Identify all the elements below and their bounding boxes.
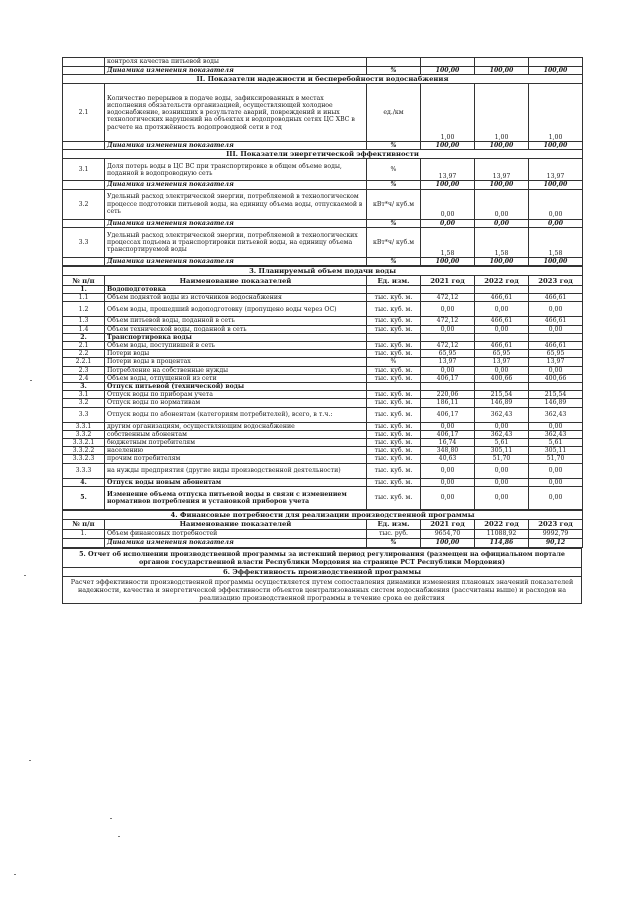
section3p-title: 3. Планируемый объем подачи воды [63,267,583,276]
row-unit: кВт*ч/ куб.м [367,227,421,257]
row-label: Объем финансовых потребностей [105,529,367,538]
row-number: 3.3.2 [63,430,105,438]
row-number [63,67,105,75]
value-2022: 100,00 [475,181,529,189]
scan-speck [24,575,26,576]
value-2023: 305,11 [529,447,583,455]
table-row [63,286,583,294]
header-2023: 2023 год [529,276,583,286]
row-number: 1. [63,529,105,538]
table-row [63,366,583,374]
table-row [63,317,583,325]
report-table [62,548,582,604]
row-label: Потребление на собственные нужды [105,366,367,374]
row-label: Потери воды [105,350,367,358]
value-2023: 13,97 [529,358,583,366]
row-number: 2.3 [63,366,105,374]
header-2022: 2022 год [475,276,529,286]
table-row [63,407,583,422]
row-number: 2.4 [63,374,105,382]
row-number: 1.2 [63,302,105,317]
table-row [63,325,583,333]
value-2022: 0,00 [475,219,529,227]
section3e-title: III. Показатели энергетической эффективности [63,150,583,159]
row-unit [367,333,421,341]
value-2023 [529,333,583,341]
value-2021: 0,00 [421,463,475,478]
value-2023: 362,43 [529,407,583,422]
section2-title: II. Показатели надежности и бесперебойности водоснабжения [63,75,583,84]
header-number: № п/п [63,519,105,529]
row-label: населению [105,447,367,455]
row-number: 3.2 [63,189,105,219]
scan-speck [110,818,112,819]
table-row [63,84,583,142]
dynamics-row [63,67,583,75]
section4 [63,510,583,519]
value-2023: 0,00 [529,478,583,486]
value-2021: 472,12 [421,294,475,302]
header-name: Наименование показателей [105,519,367,529]
value-2023: 9992,79 [529,529,583,538]
value-2021: 0,00 [421,302,475,317]
value-2021: 0,00 [421,486,475,509]
value-2023: 65,95 [529,350,583,358]
value-2023: 13,97 [529,159,583,181]
row-number: 1.4 [63,325,105,333]
value-2022 [475,58,529,67]
table-row [63,447,583,455]
row-unit: % [367,142,421,150]
table-row [63,342,583,350]
value-2022: 5,61 [475,439,529,447]
row-number: 3.3.2.1 [63,439,105,447]
table-row [63,159,583,181]
section5-text: 5. Отчет об исполнении производственной программы за истекший период регулирования (размещен на официальном портале органов государственной власти Республики Мордовия на странице РСТ Республики Мордовия) [63,548,582,567]
row-label: Динамика изменения показателя [105,181,367,189]
table-row [63,302,583,317]
table-row [63,422,583,430]
table-header [63,276,583,286]
value-2022: 100,00 [475,67,529,75]
row-label: бюджетным потребителям [105,439,367,447]
row-number: 1.3 [63,317,105,325]
table-row [63,358,583,366]
financial-table [62,510,583,548]
value-2023: 100,00 [529,142,583,150]
row-number: 1.1 [63,294,105,302]
row-label: Динамика изменения показателя [105,257,367,265]
row-number [63,142,105,150]
row-number: 1. [63,286,105,294]
row-unit [367,286,421,294]
planned-volume-table [62,266,583,510]
row-number [63,538,105,547]
value-2022: 146,89 [475,399,529,407]
row-label: Количество перерывов в подаче воды, зафиксированных в местах исполнения обязательств организацией, осуществляющей холодное водоснабжение, возникших в результате аварий, повреждений и иных технологических нарушений на объектах и водопроводных сетях ЦС ХВС в расчете на протяжённость водопроводной сети в год [105,84,367,142]
value-2023 [529,286,583,294]
value-2021: 1,00 [421,84,475,142]
value-2023: 146,89 [529,399,583,407]
header-name: Наименование показателей [105,276,367,286]
value-2023: 90,12 [529,538,583,547]
row-label: Удельный расход электрической энергии, потребляемой в технологических процессах подъема и транспортировки питьевой воды, на единицу объема транспортируемой воды [105,227,367,257]
row-unit: тыс. куб. м. [367,302,421,317]
row-label: Отпуск питьевой (технической) воды [105,383,367,391]
row-label: Изменение объема отпуска питьевой воды в связи с изменением нормативов потребления и установкой приборов учета [105,486,367,509]
value-2021: 0,00 [421,219,475,227]
value-2022: 0,00 [475,302,529,317]
row-number: 3.1 [63,391,105,399]
row-unit: тыс. куб. м. [367,407,421,422]
row-number: 2. [63,333,105,341]
value-2021: 406,17 [421,430,475,438]
value-2022: 65,95 [475,350,529,358]
section3p [63,267,583,276]
value-2021 [421,286,475,294]
header-2023: 2023 год [529,519,583,529]
row-unit: % [367,67,421,75]
value-2021: 9654,70 [421,529,475,538]
value-2022: 362,43 [475,407,529,422]
table-row [63,374,583,382]
row-number: 3. [63,383,105,391]
dynamics-row [63,142,583,150]
value-2023: 0,00 [529,366,583,374]
document-sheet [62,57,582,604]
row-label: Объем питьевой воды, поданной в сеть [105,317,367,325]
value-2022: 100,00 [475,142,529,150]
row-unit: тыс. куб. м. [367,317,421,325]
value-2022: 0,00 [475,422,529,430]
row-number: 3.3.3 [63,463,105,478]
value-2023: 0,00 [529,463,583,478]
value-2021: 13,97 [421,358,475,366]
value-2022 [475,286,529,294]
row-label: Динамика изменения показателя [105,142,367,150]
row-label: Динамика изменения показателя [105,67,367,75]
value-2021: 348,80 [421,447,475,455]
row-label: Удельный расход электрической энергии, потребляемой в технологическом процессе подготовки питьевой воды, на единицу объема воды, отпускаемой в сеть [105,189,367,219]
dynamics-row [63,257,583,265]
row-label: Объем технической воды, поданной в сеть [105,325,367,333]
value-2021: 472,12 [421,342,475,350]
value-2021: 0,00 [421,478,475,486]
value-2023: 100,00 [529,67,583,75]
value-2022: 13,97 [475,159,529,181]
row-label: Динамика изменения показателя [105,538,367,547]
row-unit: тыс. куб. м. [367,366,421,374]
row-unit: тыс. куб. м. [367,374,421,382]
row-number: 3.2 [63,399,105,407]
row-number [63,181,105,189]
row-unit [367,383,421,391]
table-row [63,486,583,509]
value-2023: 466,61 [529,294,583,302]
value-2023: 466,61 [529,317,583,325]
value-2021: 40,63 [421,455,475,463]
table-row [63,391,583,399]
row-unit: тыс. куб. м. [367,439,421,447]
value-2023: 0,00 [529,302,583,317]
value-2021: 100,00 [421,142,475,150]
row-unit: тыс. куб. м. [367,455,421,463]
value-2022: 11088,92 [475,529,529,538]
value-2023: 51,70 [529,455,583,463]
row-number [63,257,105,265]
scan-speck [30,380,32,381]
table-row [63,189,583,219]
table-row [63,529,583,538]
value-2021 [421,58,475,67]
row-unit: % [367,257,421,265]
row-unit: тыс. куб. м. [367,325,421,333]
value-2021: 0,00 [421,325,475,333]
section4-title: 4. Финансовые потребности для реализации производственной программы [63,510,583,519]
value-2022 [475,333,529,341]
row-unit: тыс. куб. м. [367,478,421,486]
row-label: Отпуск воды по приборам учета [105,391,367,399]
value-2023: 466,61 [529,342,583,350]
row-unit: тыс. куб. м. [367,430,421,438]
value-2022: 1,58 [475,227,529,257]
value-2022: 0,00 [475,325,529,333]
scan-speck [14,874,16,875]
table-row [63,383,583,391]
value-2022: 114,86 [475,538,529,547]
value-2022: 51,70 [475,455,529,463]
value-2023: 362,43 [529,430,583,438]
value-2023 [529,383,583,391]
dynamics-row [63,181,583,189]
header-2022: 2022 год [475,519,529,529]
row-number: 4. [63,478,105,486]
value-2021: 16,74 [421,439,475,447]
section2 [63,75,583,84]
value-2023: 400,66 [529,374,583,382]
row-unit: тыс. куб. м. [367,391,421,399]
indicators-table [62,57,583,266]
row-unit: тыс. куб. м. [367,399,421,407]
value-2021: 0,00 [421,366,475,374]
row-unit: тыс. руб. [367,529,421,538]
value-2022: 13,97 [475,358,529,366]
value-2022: 1,00 [475,84,529,142]
row-number [63,58,105,67]
row-number: 3.3 [63,407,105,422]
table-header [63,519,583,529]
row-label: Объем поднятой воды из источников водоснабжения [105,294,367,302]
value-2022 [475,383,529,391]
value-2021: 100,00 [421,257,475,265]
row-label: Доля потерь воды в ЦС ВС при транспортировке в общем объеме воды, поданной в водопроводную сеть [105,159,367,181]
header-2021: 2021 год [421,519,475,529]
row-label: Потери воды в процентах [105,358,367,366]
value-2022: 0,00 [475,366,529,374]
value-2022: 466,61 [475,294,529,302]
value-2023: 0,00 [529,422,583,430]
row-unit: тыс. куб. м. [367,294,421,302]
header-unit: Ед. изм. [367,276,421,286]
row-number: 3.3.2.3 [63,455,105,463]
table-row [63,399,583,407]
value-2021: 186,11 [421,399,475,407]
row-label: прочим потребителям [105,455,367,463]
value-2022: 466,61 [475,342,529,350]
value-2023: 1,00 [529,84,583,142]
row-label: Транспортировка воды [105,333,367,341]
value-2021: 406,17 [421,374,475,382]
value-2021: 406,17 [421,407,475,422]
row-label: Динамика изменения показателя [105,219,367,227]
row-unit: тыс. куб. м. [367,422,421,430]
value-2023: 0,00 [529,189,583,219]
row-unit: % [367,358,421,366]
value-2021: 1,58 [421,227,475,257]
row-number: 2.2.1 [63,358,105,366]
row-unit: тыс. куб. м. [367,486,421,509]
row-label: другим организациям, осуществляющим водоснабжение [105,422,367,430]
header-2021: 2021 год [421,276,475,286]
row-number: 2.2 [63,350,105,358]
value-2023 [529,58,583,67]
row-label: на нужды предприятия (другие виды производственной деятельности) [105,463,367,478]
dynamics-row [63,538,583,547]
row-label: Отпуск воды по нормативам [105,399,367,407]
table-row [63,430,583,438]
row-unit: ед./км [367,84,421,142]
value-2021: 13,97 [421,159,475,181]
row-unit: кВт*ч/ куб.м [367,189,421,219]
value-2022: 400,66 [475,374,529,382]
row-label: Отпуск воды новым абонентам [105,478,367,486]
row-label: Водоподготовка [105,286,367,294]
value-2022: 0,00 [475,463,529,478]
value-2023: 0,00 [529,325,583,333]
dynamics-row [63,219,583,227]
header-unit: Ед. изм. [367,519,421,529]
row-unit [367,58,421,67]
value-2022: 0,00 [475,486,529,509]
value-2022: 100,00 [475,257,529,265]
value-2023: 0,00 [529,486,583,509]
value-2021 [421,383,475,391]
row-number: 2.1 [63,342,105,350]
value-2023: 100,00 [529,257,583,265]
row-unit: % [367,538,421,547]
value-2023: 0,00 [529,219,583,227]
value-2022: 0,00 [475,189,529,219]
value-2023: 100,00 [529,181,583,189]
table-row [63,350,583,358]
table-row [63,463,583,478]
row-unit: тыс. куб. м. [367,342,421,350]
row-number: 3.3 [63,227,105,257]
row-number [63,219,105,227]
section6-text: Расчет эффективности производственной программы осуществляется путем сопоставления динамики изменения плановых значений показателей надежности, качества и энергетической эффективности объектов централизованных систем водоснабжения (рассчитаны выше) и расходов на реализацию производственной программы в течение срока ее действия [63,576,582,603]
row-label: Объем воды, поступившей в сеть [105,342,367,350]
section6-title: 6. Эффективность производственной программы [63,567,582,576]
row-label: Объем воды, прошедший водоподготовку (пропущено воды через ОС) [105,302,367,317]
scan-speck [29,760,31,761]
row-unit: % [367,181,421,189]
value-2021: 100,00 [421,538,475,547]
table-row [63,227,583,257]
value-2021 [421,333,475,341]
value-2022: 466,61 [475,317,529,325]
row-unit: тыс. куб. м. [367,350,421,358]
value-2022: 362,43 [475,430,529,438]
value-2021: 65,95 [421,350,475,358]
value-2022: 215,54 [475,391,529,399]
scan-speck [118,836,120,837]
value-2021: 472,12 [421,317,475,325]
table-row [63,455,583,463]
row-number: 2.1 [63,84,105,142]
row-unit: тыс. куб. м. [367,447,421,455]
row-label: собственным абонентам [105,430,367,438]
section3e [63,150,583,159]
value-2021: 220,06 [421,391,475,399]
row-number: 3.3.1 [63,422,105,430]
row-number: 3.3.2.2 [63,447,105,455]
value-2022: 0,00 [475,478,529,486]
row-label: Отпуск воды по абонентам (категориям потребителей), всего, в т.ч.: [105,407,367,422]
value-2022: 305,11 [475,447,529,455]
value-2021: 0,00 [421,189,475,219]
row-unit: % [367,219,421,227]
value-2023: 215,54 [529,391,583,399]
value-2023: 5,61 [529,439,583,447]
row-label: контроля качества питьевой воды [105,58,367,67]
value-2021: 100,00 [421,67,475,75]
row-number: 5. [63,486,105,509]
row-unit: тыс. куб. м. [367,463,421,478]
value-2021: 0,00 [421,422,475,430]
table-row [63,58,583,67]
row-label: Объем воды, отпущенной из сети [105,374,367,382]
value-2021: 100,00 [421,181,475,189]
table-row [63,478,583,486]
value-2023: 1,58 [529,227,583,257]
row-number: 3.1 [63,159,105,181]
table-row [63,333,583,341]
row-unit: % [367,159,421,181]
table-row [63,294,583,302]
table-row [63,439,583,447]
header-number: № п/п [63,276,105,286]
